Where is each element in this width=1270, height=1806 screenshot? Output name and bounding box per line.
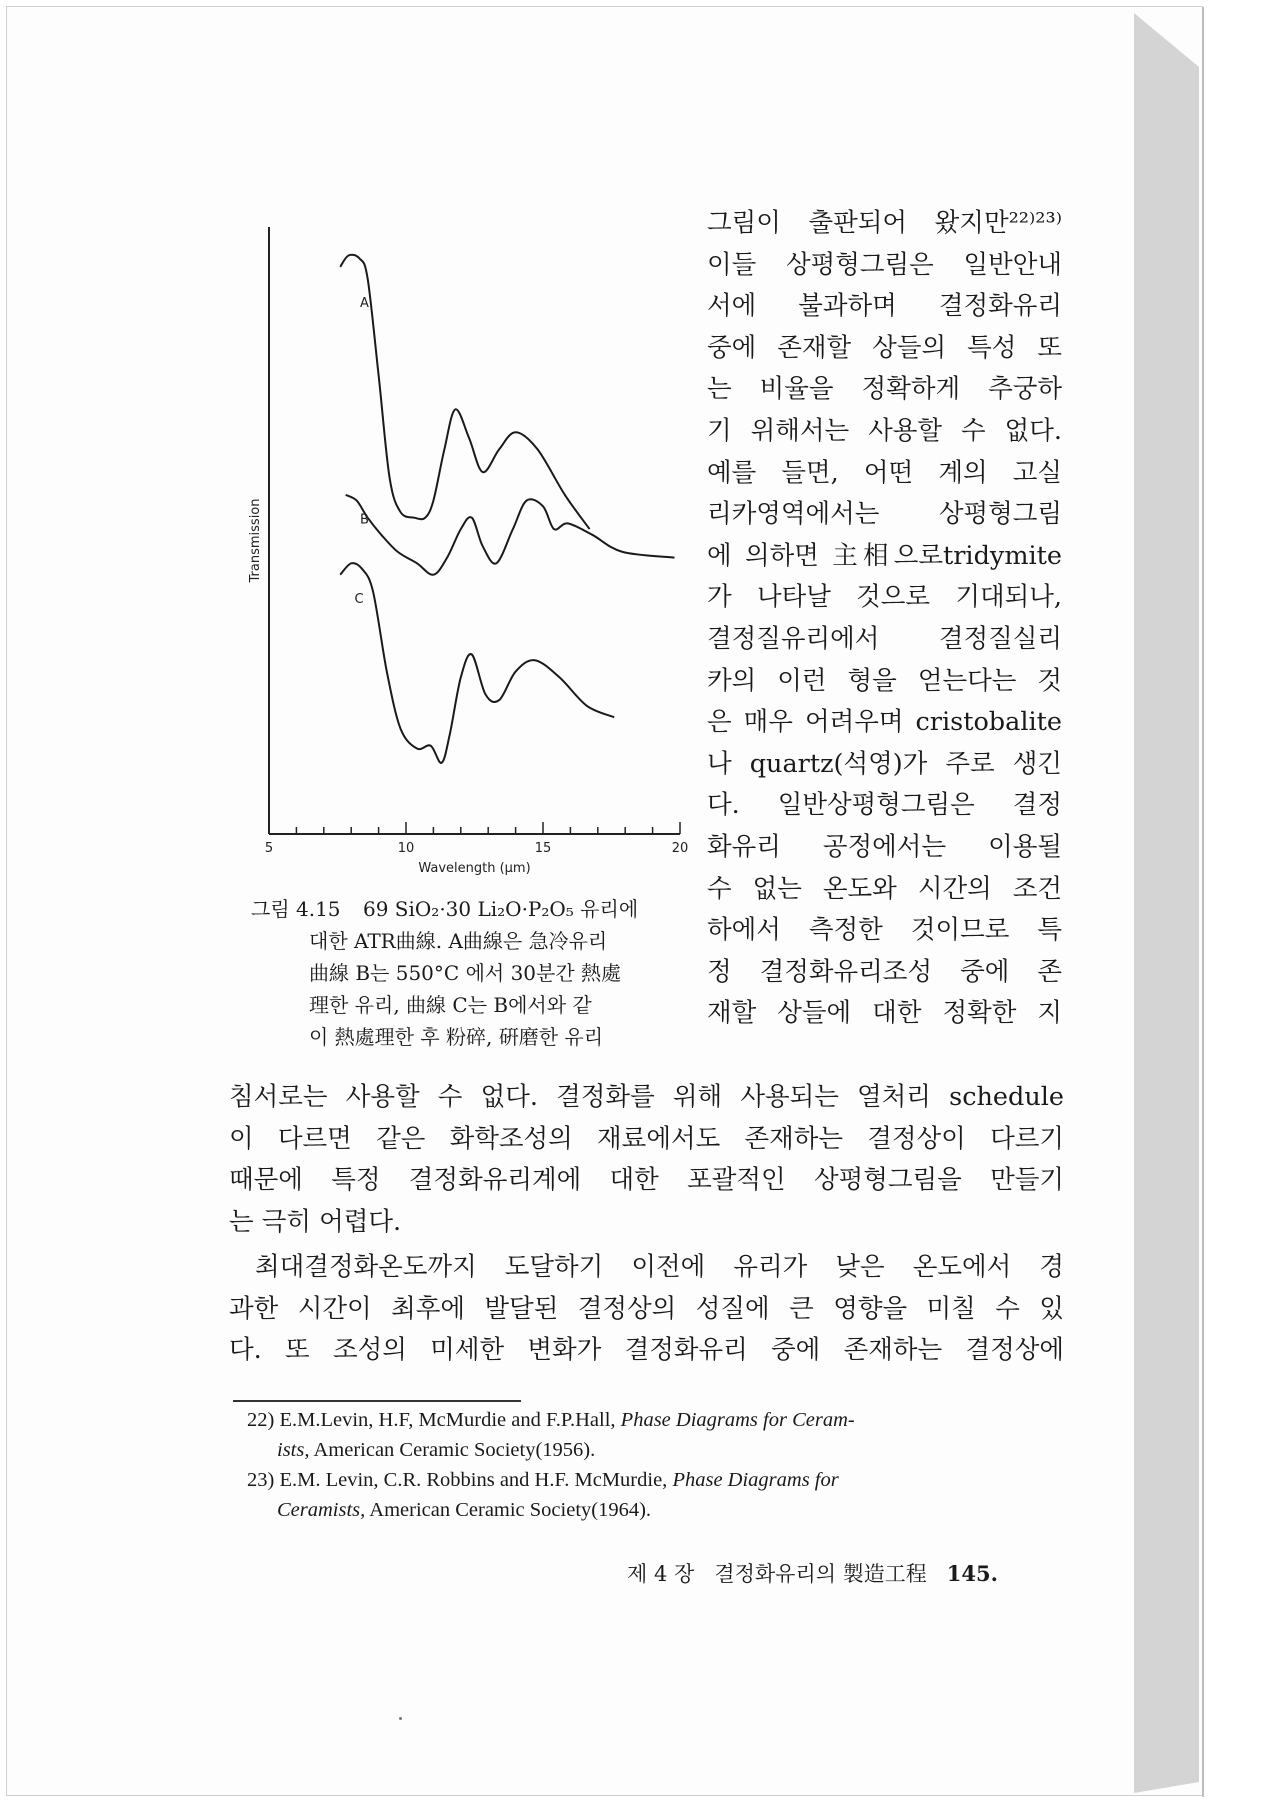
text-line: 수 없는 온도와 시간의 조건 xyxy=(707,873,1062,904)
text-line: 하에서 측정한 것이므로 특 xyxy=(707,915,1062,946)
series-label-a: A xyxy=(359,295,369,311)
text-line: 침서로는 사용할 수 없다. 결정화를 위해 사용되는 열처리 schedule xyxy=(229,1082,1064,1112)
footer-title: 결정화유리의 製造工程 xyxy=(714,1562,927,1586)
text-line: 화유리 공정에서는 이용될 xyxy=(707,832,1062,862)
atr-spectra-chart xyxy=(237,217,707,877)
page-footer xyxy=(627,1558,998,1588)
footer-chapter: 제 4 장 xyxy=(627,1562,695,1586)
page-number: 145. xyxy=(946,1561,998,1586)
series-label-c: C xyxy=(354,592,364,608)
x-tick-label: 10 xyxy=(397,841,415,856)
text-line: 카의 이런 형을 얻는다는 것 xyxy=(707,665,1062,696)
text-line: 이 다르면 같은 화학조성의 재료에서도 존재하는 결정상이 다르기 xyxy=(229,1123,1064,1154)
text-line: 는 비율을 정확하게 추궁하 xyxy=(707,374,1062,405)
series-line-a xyxy=(340,255,589,529)
text-line: 다. 또 조성의 미세한 변화가 결정화유리 중에 존재하는 결정상에 xyxy=(229,1335,1064,1366)
x-axis-label: Wavelength (μm) xyxy=(418,861,531,876)
book-page xyxy=(6,6,1203,1796)
footnote-23: 23) E.M. Levin, C.R. Robbins and H.F. McMurdie, Phase Diagrams for xyxy=(247,1469,839,1491)
text-line: 중에 존재할 상들의 특성 또 xyxy=(707,332,1062,363)
text-line: 예를 들면, 어떤 계의 고실 xyxy=(707,457,1062,488)
text-line: 그림이 출판되어 왔지만²²⁾²³⁾ xyxy=(707,208,1062,238)
text-line: 나 quartz(석영)가 주로 생긴 xyxy=(707,748,1062,779)
scan-speck xyxy=(399,1717,402,1720)
text-line: 은 매우 어려우며 cristobalite xyxy=(707,707,1062,738)
text-line: 때문에 특정 결정화유리계에 대한 포괄적인 상평형그림을 만들기 xyxy=(229,1165,1064,1196)
text-line: 이들 상평형그림은 일반안내 xyxy=(707,249,1062,280)
figure-caption-line: 69 SiO₂·30 Li₂O·P₂O₅ 유리에 xyxy=(363,897,639,921)
text-line: 재할 상들에 대한 정확한 지 xyxy=(707,998,1062,1029)
figure-caption-number: 그림 4.15 xyxy=(251,897,341,921)
footnote-23-cont: Ceramists, American Ceramic Society(1964). xyxy=(277,1499,652,1521)
text-line: 에 의하면 主相으로tridymite xyxy=(707,540,1062,571)
text-line: 리카영역에서는 상평형그림 xyxy=(707,499,1062,530)
text-line: 기 위해서는 사용할 수 없다. xyxy=(707,416,1062,446)
footnote-rule xyxy=(233,1400,521,1402)
figure-caption-line: 이 熱處理한 후 粉碎, 硏磨한 유리 xyxy=(309,1025,604,1049)
text-line: 과한 시간이 최후에 발달된 결정상의 성질에 큰 영향을 미칠 수 있 xyxy=(229,1293,1064,1324)
series-label-b: B xyxy=(359,512,369,528)
x-tick-label: 5 xyxy=(264,841,274,856)
y-axis-label: Transmission xyxy=(248,498,263,583)
text-line: 정 결정화유리조성 중에 존 xyxy=(707,956,1062,987)
text-line: 서에 불과하며 결정화유리 xyxy=(707,291,1062,322)
text-line: 는 극히 어렵다. xyxy=(229,1206,402,1237)
figure-caption-line: 理한 유리, 曲線 C는 B에서와 같 xyxy=(309,993,592,1017)
text-line: 다. 일반상평형그림은 결정 xyxy=(707,790,1062,821)
x-tick-label: 20 xyxy=(671,841,689,856)
figure-caption-line: 曲線 B는 550°C 에서 30분간 熱處 xyxy=(309,961,622,985)
series-line-b xyxy=(346,495,675,575)
text-line: 결정질유리에서 결정질실리 xyxy=(707,624,1062,654)
x-tick-label: 15 xyxy=(534,841,552,856)
footnote-22: 22) E.M.Levin, H.F, McMurdie and F.P.Hall, Phase Diagrams for Ceram- xyxy=(247,1409,855,1431)
series-line-c xyxy=(340,563,614,763)
footnote-22-cont: ists, American Ceramic Society(1956). xyxy=(277,1439,596,1461)
text-line: 최대결정화온도까지 도달하기 이전에 유리가 낮은 온도에서 경 xyxy=(255,1252,1064,1282)
text-line: 가 나타날 것으로 기대되나, xyxy=(707,582,1062,613)
figure-caption-line: 대한 ATR曲線. A曲線은 急冷유리 xyxy=(309,929,608,953)
